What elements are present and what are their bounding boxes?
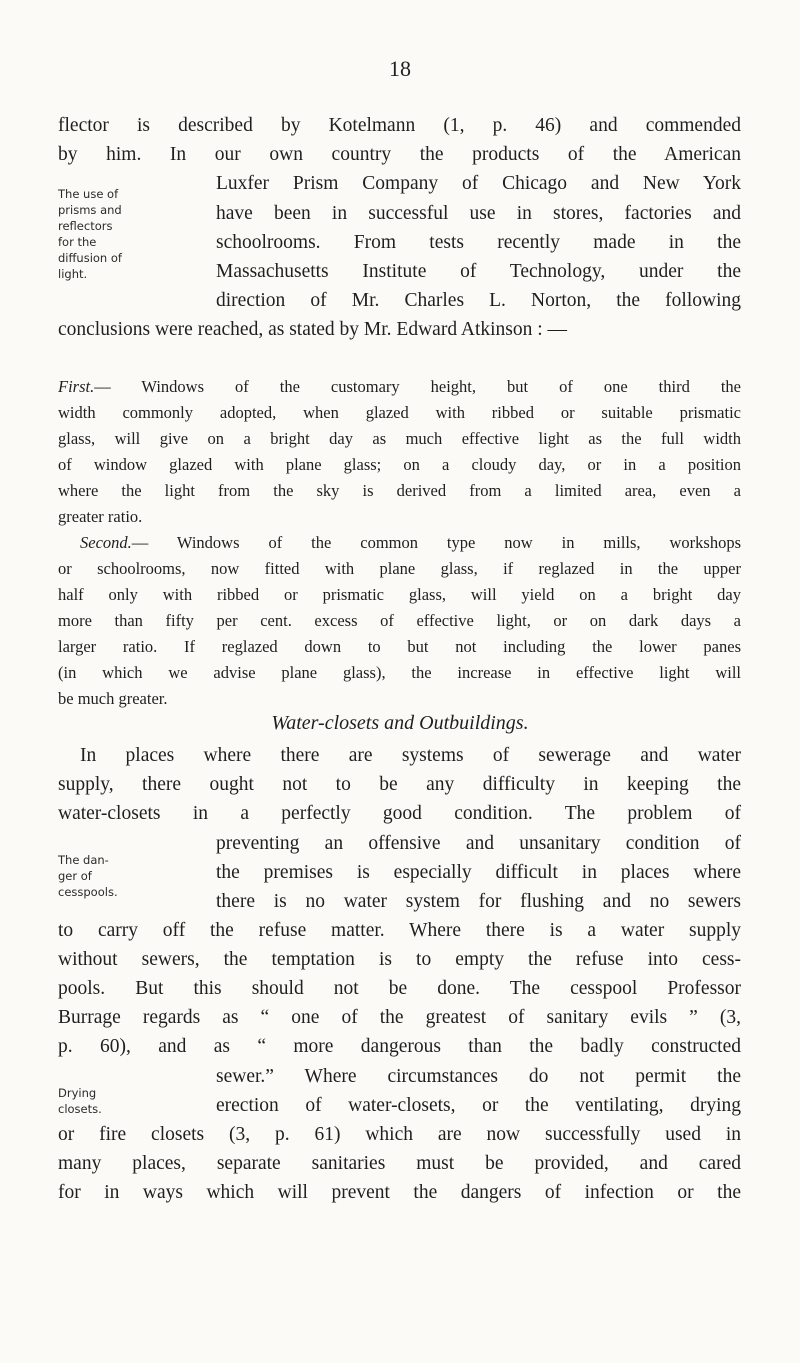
section-heading: Water-closets and Outbuildings. (271, 712, 529, 734)
text-line: by him. In our own country the products of the American (58, 144, 741, 165)
text-line: Second.— Windows of the common type now in mills, workshops (80, 533, 741, 552)
text-line: supply, there ought not to be any difficulty in keeping the (58, 774, 741, 795)
text-line: p. 60), and as “ more dangerous than the badly constructed (58, 1036, 741, 1057)
text-line: the premises is especially difficult in places where (216, 862, 741, 883)
text-line: where the light from the sky is derived from a limited area, even a (58, 481, 741, 500)
text-line: larger ratio. If reglazed down to but not including the lower panes (58, 637, 741, 656)
text-line: Massachusetts Institute of Technology, under the (216, 261, 741, 282)
text-line: half only with ribbed or prismatic glass, will yield on a bright day (58, 585, 741, 604)
text-line: Luxfer Prism Company of Chicago and New York (216, 173, 741, 194)
text-line: width commonly adopted, when glazed with ribbed or suitable prismatic (58, 403, 741, 422)
text-line: flector is described by Kotelmann (1, p. 46) and commended (58, 115, 741, 136)
text-line: Burrage regards as “ one of the greatest of sanitary evils ” (3, (58, 1007, 741, 1028)
text-line: First.— Windows of the customary height, but of one third the (58, 377, 741, 396)
text-line: greater ratio. (58, 507, 143, 526)
second-label: Second. (80, 533, 132, 552)
first-label: First. (58, 377, 95, 396)
text-line: erection of water-closets, or the ventilating, drying (216, 1095, 741, 1116)
text-line: preventing an offensive and unsanitary condition of (216, 833, 741, 854)
text-line: direction of Mr. Charles L. Norton, the following (216, 290, 741, 311)
text-line: be much greater. (58, 689, 168, 708)
margin-note-drying-closets: Drying closets. (58, 1086, 102, 1116)
margin-note-prisms: The use of prisms and reflectors for the diffusion of light. (58, 187, 122, 281)
margin-note-cesspools: The dan- ger of cesspools. (58, 853, 118, 899)
text-line: more than fifty per cent. excess of effective light, or on dark days a (58, 611, 741, 630)
text-line: glass, will give on a bright day as much effective light as the full width (58, 429, 741, 448)
text-line: In places where there are systems of sewerage and water (80, 745, 741, 766)
text-line: without sewers, the temptation is to empty the refuse into cess- (58, 949, 741, 970)
text-line: pools. But this should not be done. The cesspool Professor (58, 978, 741, 999)
text-line: of window glazed with plane glass; on a cloudy day, or in a position (58, 455, 741, 474)
text-line: have been in successful use in stores, factories and (216, 203, 741, 224)
text-line: sewer.” Where circumstances do not permit the (216, 1066, 741, 1087)
text-line: to carry off the refuse matter. Where there is a water supply (58, 920, 741, 941)
text-line: there is no water system for flushing and no sewers (216, 891, 741, 912)
text-line: or schoolrooms, now fitted with plane glass, if reglazed in the upper (58, 559, 741, 578)
text-line: or fire closets (3, p. 61) which are now successfully used in (58, 1124, 741, 1145)
text-line: conclusions were reached, as stated by Mr. Edward Atkinson : — (58, 319, 568, 340)
page-number: 18 (389, 56, 411, 81)
text-line: many places, separate sanitaries must be provided, and cared (58, 1153, 741, 1174)
text-line: schoolrooms. From tests recently made in the (216, 232, 741, 253)
text-line: water-closets in a perfectly good condition. The problem of (58, 803, 741, 824)
text-line: (in which we advise plane glass), the increase in effective light will (58, 663, 741, 682)
text-line: for in ways which will prevent the dangers of infection or the (58, 1182, 741, 1203)
